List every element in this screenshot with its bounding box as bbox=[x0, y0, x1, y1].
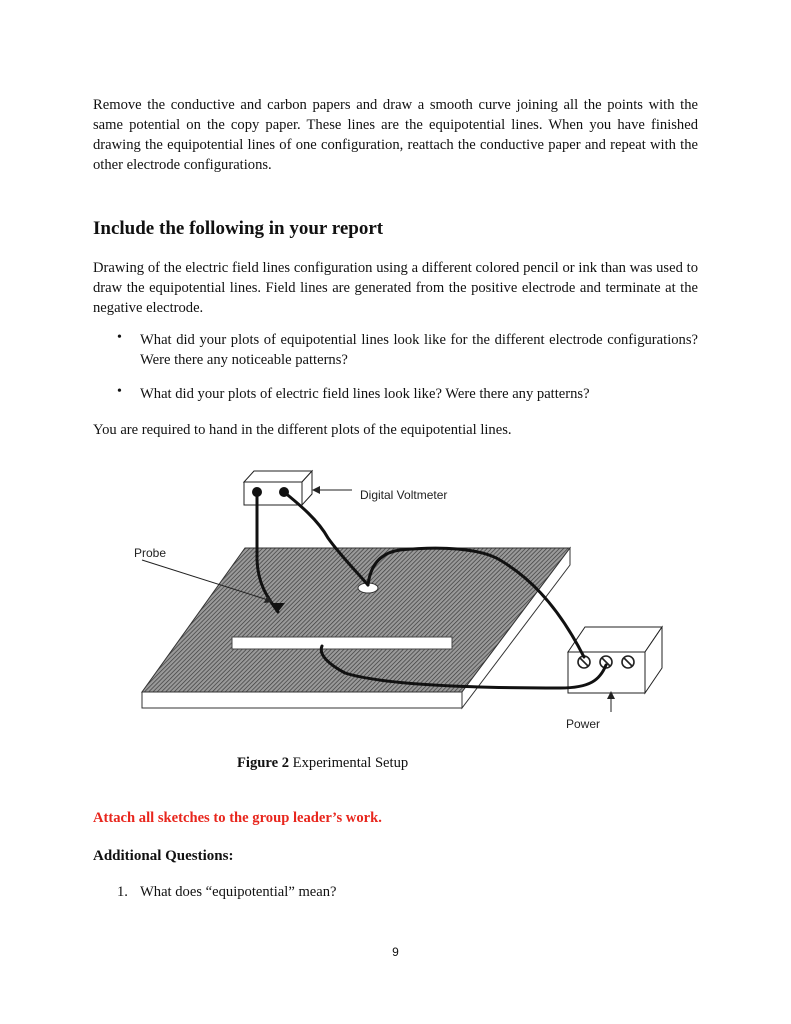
bar-electrode bbox=[232, 637, 452, 649]
power-label: Power bbox=[566, 717, 601, 731]
bullet-item: What did your plots of equipotential lines look like for the different electrode configurations? Were there any noticeable patterns? bbox=[140, 332, 698, 368]
voltmeter-label: Digital Voltmeter bbox=[360, 488, 448, 502]
report-heading: Include the following in your report bbox=[93, 218, 384, 239]
probe-label: Probe bbox=[134, 546, 167, 560]
figure-caption bbox=[237, 755, 408, 772]
question-text: What does “equipotential” mean? bbox=[140, 884, 337, 900]
additional-questions-heading: Additional Questions: bbox=[93, 848, 234, 864]
power-supply-box bbox=[568, 627, 662, 693]
figure-caption-text: Experimental Setup bbox=[289, 755, 409, 771]
attach-sketches-note: Attach all sketches to the group leader’s work. bbox=[93, 810, 382, 826]
bullet-marker: • bbox=[117, 384, 122, 399]
digital-voltmeter-box bbox=[244, 471, 312, 505]
question-number: 1. bbox=[117, 884, 128, 900]
bullet-item: What did your plots of electric field lines look like? Were there any patterns? bbox=[140, 386, 590, 402]
intro-paragraph: Remove the conductive and carbon papers and draw a smooth curve joining all the points with the same potential on the copy paper. These lines are the equipotential lines. When you have finished drawing the equipotential lines of one configuration, reattach the conductive paper and repeat with the other electrode configurations. bbox=[93, 97, 698, 173]
closing-paragraph: You are required to hand in the different plots of the equipotential lines. bbox=[93, 422, 512, 438]
report-paragraph: Drawing of the electric field lines configuration using a different colored pencil or ink than was used to draw the equipotential lines. Field lines are generated from the positive electrode and terminate at the negative electrode. bbox=[93, 260, 698, 316]
figure-caption-number: Figure 2 bbox=[237, 755, 290, 771]
setup-diagram bbox=[0, 455, 791, 745]
page-number: 9 bbox=[392, 945, 399, 959]
bullet-marker: • bbox=[117, 330, 122, 345]
experimental-setup-figure bbox=[0, 455, 791, 745]
